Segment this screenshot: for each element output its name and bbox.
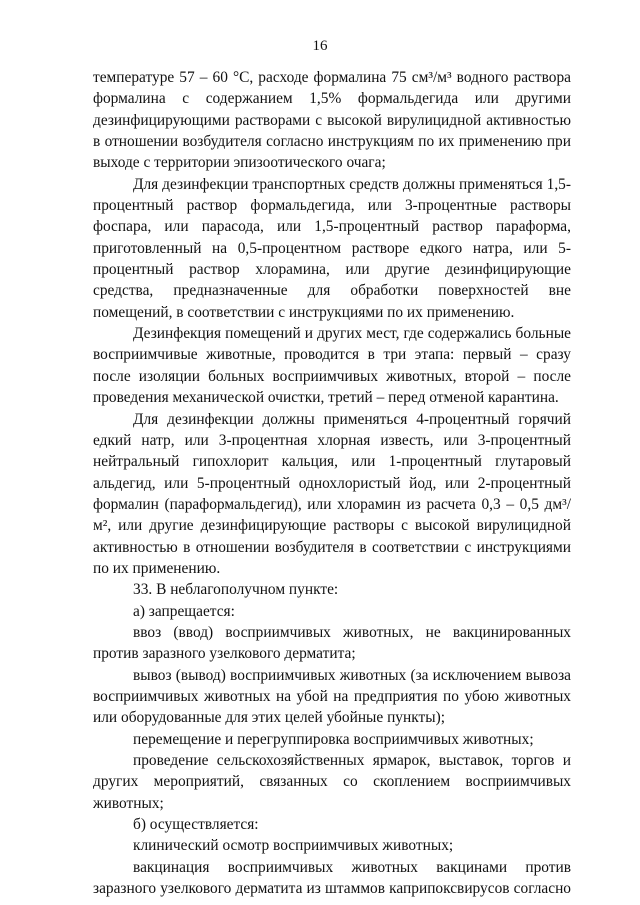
paragraph-events-ban: проведение сельскохозяйственных ярмарок, выставок, торгов и других мероприятий, связанных со скоплением восприимчивых животных; [93,752,571,812]
paragraph-export-ban: вывоз (вывод) восприимчивых животных (за исключением вывоза восприимчивых животных на убой на предприятия по убою животных или оборудованные для этих целей убойные пункты); [93,666,571,727]
paragraph-movement-ban: перемещение и перегруппировка восприимчивых животных; [133,730,534,748]
paragraph-performed-heading: б) осуществляется: [133,816,259,834]
paragraph-disinfectants-list: Для дезинфекции должны применяться 4-процентный горячий едкий натр, или 3-процентная хлорная известь, или 3-процентный нейтральный гипохлорит кальция, или 1-процентный глутаровый альдегид, или 5-процентный однохлористый йод, или 2-процентный формалин (параформальдегид), или хлорамин из расчета 0,3 – 0,5 дм³/м², или другие дезинфицирующие растворы с высокой вирулицидной активностью в отношении возбудителя в соответствии с инструкциями по их применению. [93,410,571,577]
paragraph-vaccination: вакцинация восприимчивых животных вакцинами против заразного узелкового дерматита из штаммов каприпоксвирусов согласно [93,858,571,898]
paragraph-prohibited-heading: а) запрещается: [133,602,235,620]
paragraph-clause-33: 33. В неблагополучном пункте: [133,581,339,599]
paragraph-vehicle-disinfection: Для дезинфекции транспортных средств должны применяться 1,5-процентный раствор формальдегида, или 3-процентные растворы фоспара, или парасода, или 1,5-процентный раствор параформа, приготовленный на 0,5-процентном растворе едкого натра, или 5-процентный раствор хлорамина, или другие дезинфицирующие средства, предназначенные для обработки поверхностей вне помещений, в соответствии с инструкциями по их применению. [93,175,571,321]
document-body [93,67,571,899]
page-number: 16 [312,38,328,54]
paragraph-disinfection-exit: температуре 57 – 60 °С, расходе формалина 75 см³/м³ водного раствора формалина с содержанием 1,5% формальдегида или другими дезинфицирующими растворами с высокой вирулицидной активностью в отношении возбудителя согласно инструкциям по их применению при выходе с территории эпизоотического очага; [93,69,571,172]
paragraph-clinical-exam: клинический осмотр восприимчивых животных; [133,837,454,855]
paragraph-import-ban: ввоз (ввод) восприимчивых животных, не вакцинированных против заразного узелкового дерматита; [93,623,571,663]
paragraph-premises-disinfection-stages: Дезинфекция помещений и других мест, где содержались больные восприимчивые животные, проводится в три этапа: первый – сразу после изоляции больных восприимчивых животных, второй – после проведения механической очистки, третий – перед отменой карантина. [93,325,571,407]
